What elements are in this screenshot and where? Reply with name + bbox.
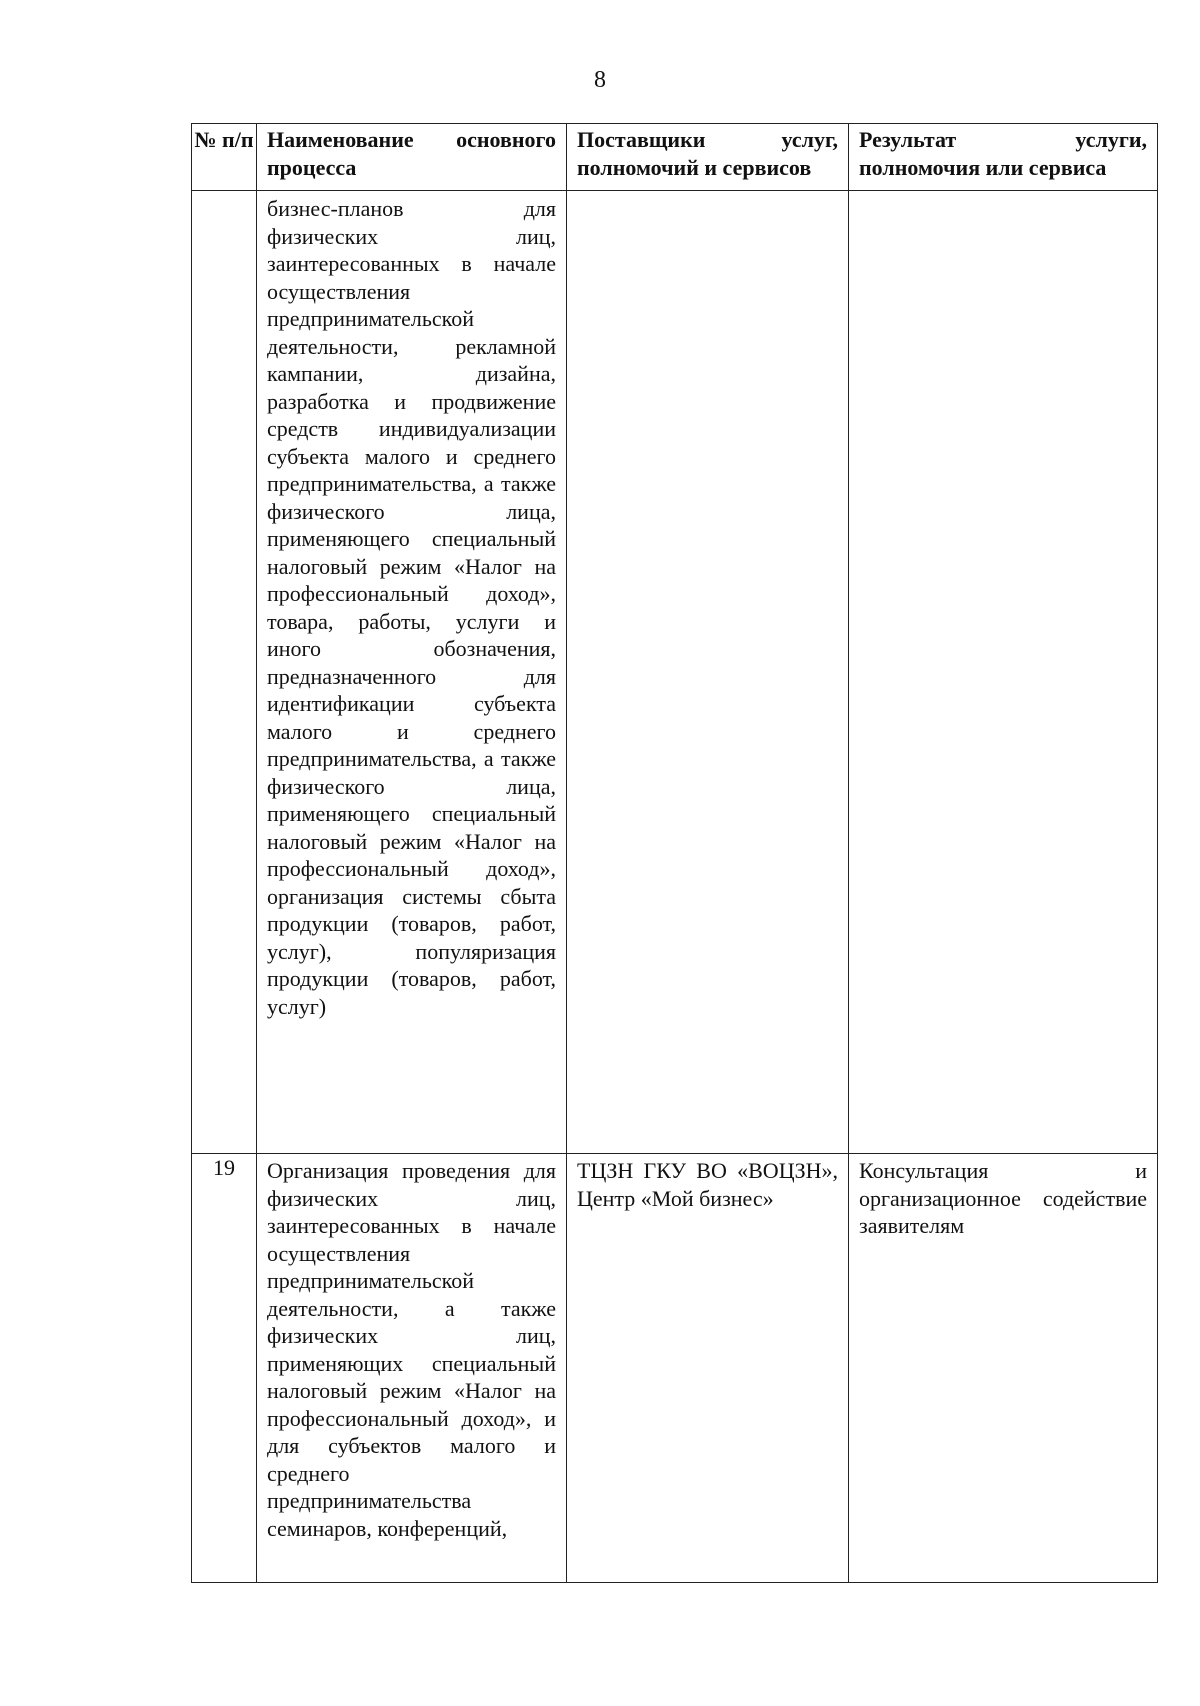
- result-cell: [849, 191, 1158, 1154]
- process-name-cell: Организация проведения для физических лиц, заинтересованных в начале осуществления предпринимательской деятельности, а также физических лиц, применяющих специальный налоговый режим «Налог на профессиональный доход», и для субъектов малого и среднего предпринимательства семинаров, конференций,: [257, 1154, 567, 1583]
- table-row: [192, 191, 1158, 1154]
- header-result: Результат услуги, полномочия или сервиса: [849, 124, 1158, 191]
- page-number: 8: [594, 67, 606, 93]
- header-number: № п/п: [192, 124, 257, 191]
- providers-cell: ТЦЗН ГКУ ВО «ВОЦЗН», Центр «Мой бизнес»: [567, 1154, 849, 1583]
- result-cell: Консультация и организационное содействие заявителям: [849, 1154, 1158, 1583]
- process-table: [191, 123, 1158, 1583]
- row-number-cell: 19: [192, 1154, 257, 1583]
- header-providers: Поставщики услуг, полномочий и сервисов: [567, 124, 849, 191]
- providers-cell: [567, 191, 849, 1154]
- header-process-name: Наименование основного процесса: [257, 124, 567, 191]
- row-number-cell: [192, 191, 257, 1154]
- process-name-cell: бизнес-планов для физических лиц, заинтересованных в начале осуществления предпринимательской деятельности, рекламной кампании, дизайна, разработка и продвижение средств индивидуализации субъекта малого и среднего предпринимательства, а также физического лица, применяющего специальный налоговый режим «Налог на профессиональный доход», товара, работы, услуги и иного обозначения, предназначенного для идентификации субъекта малого и среднего предпринимательства, а также физического лица, применяющего специальный налоговый режим «Налог на профессиональный доход», организация системы сбыта продукции (товаров, работ, услуг), популяризация продукции (товаров, работ, услуг): [257, 191, 567, 1154]
- table-header-row: [192, 124, 1158, 191]
- table-row: [192, 1154, 1158, 1583]
